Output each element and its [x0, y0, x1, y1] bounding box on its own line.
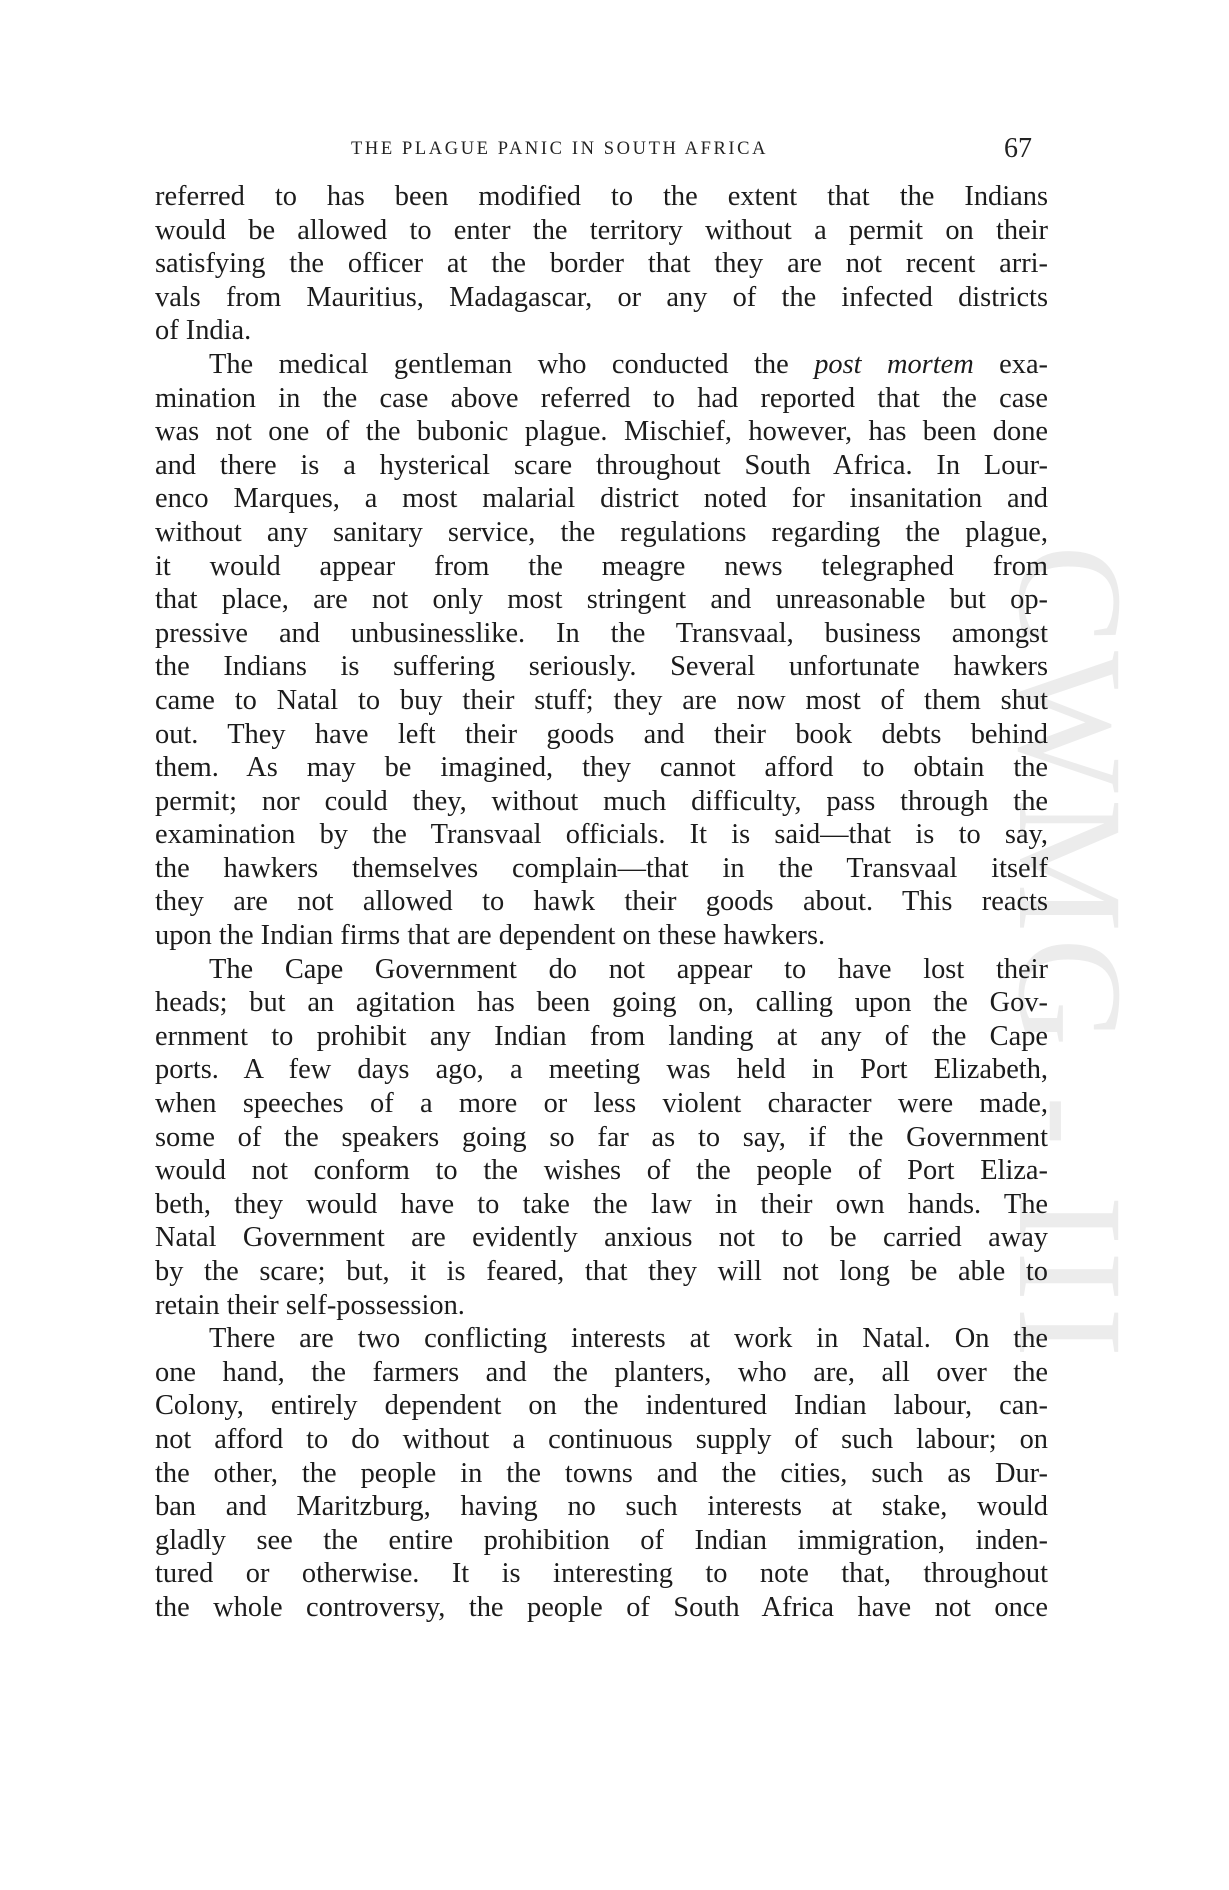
- italic-phrase: post mortem: [814, 348, 974, 380]
- text-line: it would appear from the meagre news telegraphed from: [155, 550, 1048, 582]
- text-line: Colony, entirely dependent on the indentured Indian labour, can-: [155, 1390, 1048, 1422]
- text-line: examination by the Transvaal officials. It is said—that is to say,: [155, 819, 1048, 851]
- text-line: mination in the case above referred to had reported that the case: [155, 382, 1048, 414]
- text-line: them. As may be imagined, they cannot afford to obtain the: [155, 752, 1048, 784]
- line-text: The medical gentleman who conducted the: [209, 348, 815, 380]
- text-line: the Indians is suffering seriously. Several unfortunate hawkers: [155, 651, 1048, 683]
- paragraph-start-line: The Cape Government do not appear to have lost their: [209, 953, 1048, 985]
- text-line: some of the speakers going so far as to say, if the Government: [155, 1121, 1048, 1153]
- running-head: [155, 133, 1032, 173]
- text-line: satisfying the officer at the border that they are not recent arri-: [155, 248, 1048, 280]
- text-line: that place, are not only most stringent and unreasonable but op-: [155, 584, 1048, 616]
- text-line: permit; nor could they, without much difficulty, pass through the: [155, 785, 1048, 817]
- text-line: vals from Mauritius, Madagascar, or any of the infected districts: [155, 281, 1048, 313]
- text-line: enco Marques, a most malarial district noted for insanitation and: [155, 483, 1048, 515]
- text-line: the whole controversy, the people of South Africa have not once: [155, 1591, 1048, 1623]
- text-line: pressive and unbusinesslike. In the Transvaal, business amongst: [155, 617, 1048, 649]
- running-head-title: THE PLAGUE PANIC IN SOUTH AFRICA: [351, 139, 769, 159]
- text-line: the other, the people in the towns and the cities, such as Dur-: [155, 1457, 1048, 1489]
- text-line: was not one of the bubonic plague. Mischief, however, has been done: [155, 416, 1048, 448]
- text-line: heads; but an agitation has been going on, calling upon the Gov-: [155, 987, 1048, 1019]
- text-line: and there is a hysterical scare throughout South Africa. In Lour-: [155, 449, 1048, 481]
- text-line: ports. A few days ago, a meeting was held in Port Elizabeth,: [155, 1054, 1048, 1086]
- text-line: gladly see the entire prohibition of Indian immigration, inden-: [155, 1524, 1048, 1556]
- paragraph-end-line: upon the Indian firms that are dependent on these hawkers.: [155, 920, 826, 952]
- text-line: by the scare; but, it is feared, that they will not long be able to: [155, 1256, 1048, 1287]
- page-number: 67: [1004, 133, 1032, 164]
- cwmg-watermark: CWMG - III: [987, 545, 1153, 1364]
- text-line: would not conform to the wishes of the people of Port Eliza-: [155, 1155, 1048, 1187]
- text-line: the hawkers themselves complain—that in the Transvaal itself: [155, 852, 1048, 884]
- text-line: when speeches of a more or less violent character were made,: [155, 1088, 1048, 1120]
- text-line: without any sanitary service, the regulations regarding the plague,: [155, 516, 1048, 548]
- text-line: came to Natal to buy their stuff; they are now most of them shut: [155, 684, 1048, 716]
- paragraph-start-line: There are two conflicting interests at work in Natal. On the: [209, 1323, 1048, 1355]
- text-line: referred to has been modified to the extent that the Indians: [155, 181, 1048, 212]
- paragraph-end-line: of India.: [155, 315, 252, 347]
- body-text: [155, 180, 1048, 1625]
- text-line: one hand, the farmers and the planters, who are, all over the: [155, 1356, 1048, 1388]
- text-line: would be allowed to enter the territory without a permit on their: [155, 214, 1048, 246]
- text-line: beth, they would have to take the law in their own hands. The: [155, 1188, 1048, 1220]
- text-line: Natal Government are evidently anxious not to be carried away: [155, 1222, 1048, 1254]
- paragraph-end-line: retain their self-possession.: [155, 1289, 465, 1321]
- text-line: ban and Maritzburg, having no such interests at stake, would: [155, 1491, 1048, 1523]
- text-line: ernment to prohibit any Indian from landing at any of the Cape: [155, 1020, 1048, 1052]
- paragraph-start-line: [155, 348, 1048, 382]
- line-text-continued: exa-: [973, 348, 1049, 380]
- text-line: out. They have left their goods and their book debts behind: [155, 718, 1048, 750]
- text-line: they are not allowed to hawk their goods about. This reacts: [155, 886, 1048, 918]
- text-line: tured or otherwise. It is interesting to note that, throughout: [155, 1558, 1048, 1590]
- text-line: not afford to do without a continuous supply of such labour; on: [155, 1423, 1048, 1455]
